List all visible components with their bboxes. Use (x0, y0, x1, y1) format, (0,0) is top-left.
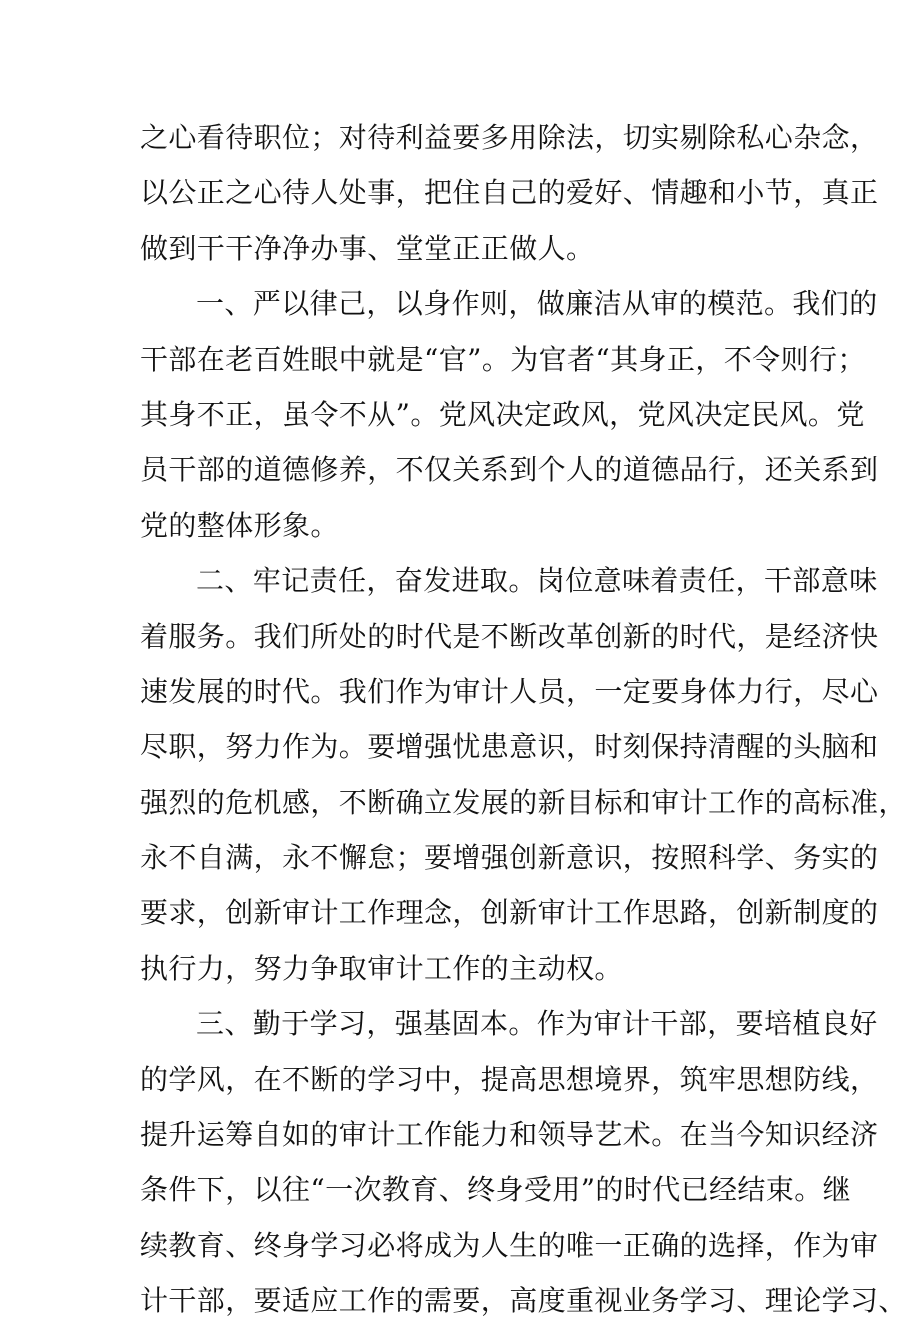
body-text (140, 110, 907, 1329)
text-line: 续教育、终身学习必将成为人生的唯一正确的选择，作为审 (140, 1228, 879, 1262)
text-line: 以公正之心待人处事，把住自己的爱好、情趣和小节，真正 (140, 176, 879, 210)
text-line: 速发展的时代。我们作为审计人员，一定要身体力行，尽心 (140, 674, 879, 708)
text-line: 执行力，努力争取审计工作的主动权。 (140, 951, 623, 985)
text-line: 员干部的道德修养，不仅关系到个人的道德品行，还关系到 (140, 453, 879, 487)
text-line: 计干部，要适应工作的需要，高度重视业务学习、理论学习、 (140, 1284, 907, 1318)
text-line: 条件下，以往“一次教育、终身受用”的时代已经结束。继 (140, 1173, 852, 1207)
text-line: 的学风，在不断的学习中，提高思想境界，筑牢思想防线， (140, 1062, 879, 1096)
text-line: 永不自满，永不懈怠；要增强创新意识，按照科学、务实的 (140, 841, 879, 875)
paragraph-2-heading-line: 二、牢记责任，奋发进取。岗位意味着责任，干部意味 (196, 564, 878, 598)
text-line: 做到干干净净办事、堂堂正正做人。 (140, 231, 595, 265)
paragraph-1-heading-line: 一、严以律己，以身作则，做廉洁从审的模范。我们的 (196, 287, 878, 321)
text-line: 要求，创新审计工作理念，创新审计工作思路，创新制度的 (140, 896, 879, 930)
text-line: 党的整体形象。 (140, 508, 339, 542)
text-line: 干部在老百姓眼中就是“官”。为官者“其身正，不令则行； (140, 342, 866, 376)
text-line: 强烈的危机感，不断确立发展的新目标和审计工作的高标准， (140, 785, 907, 819)
text-line: 之心看待职位；对待利益要多用除法，切实剔除私心杂念， (140, 121, 879, 154)
text-line: 着服务。我们所处的时代是不断改革创新的时代，是经济快 (140, 619, 879, 653)
text-line: 其身不正，虽令不从”。党风决定政风，党风决定民风。党 (140, 397, 865, 431)
paragraph-3-heading-line: 三、勤于学习，强基固本。作为审计干部，要培植良好 (196, 1007, 878, 1041)
text-line: 提升运筹自如的审计工作能力和领导艺术。在当今知识经济 (140, 1118, 879, 1152)
text-line: 尽职，努力作为。要增强忧患意识，时刻保持清醒的头脑和 (140, 730, 879, 764)
